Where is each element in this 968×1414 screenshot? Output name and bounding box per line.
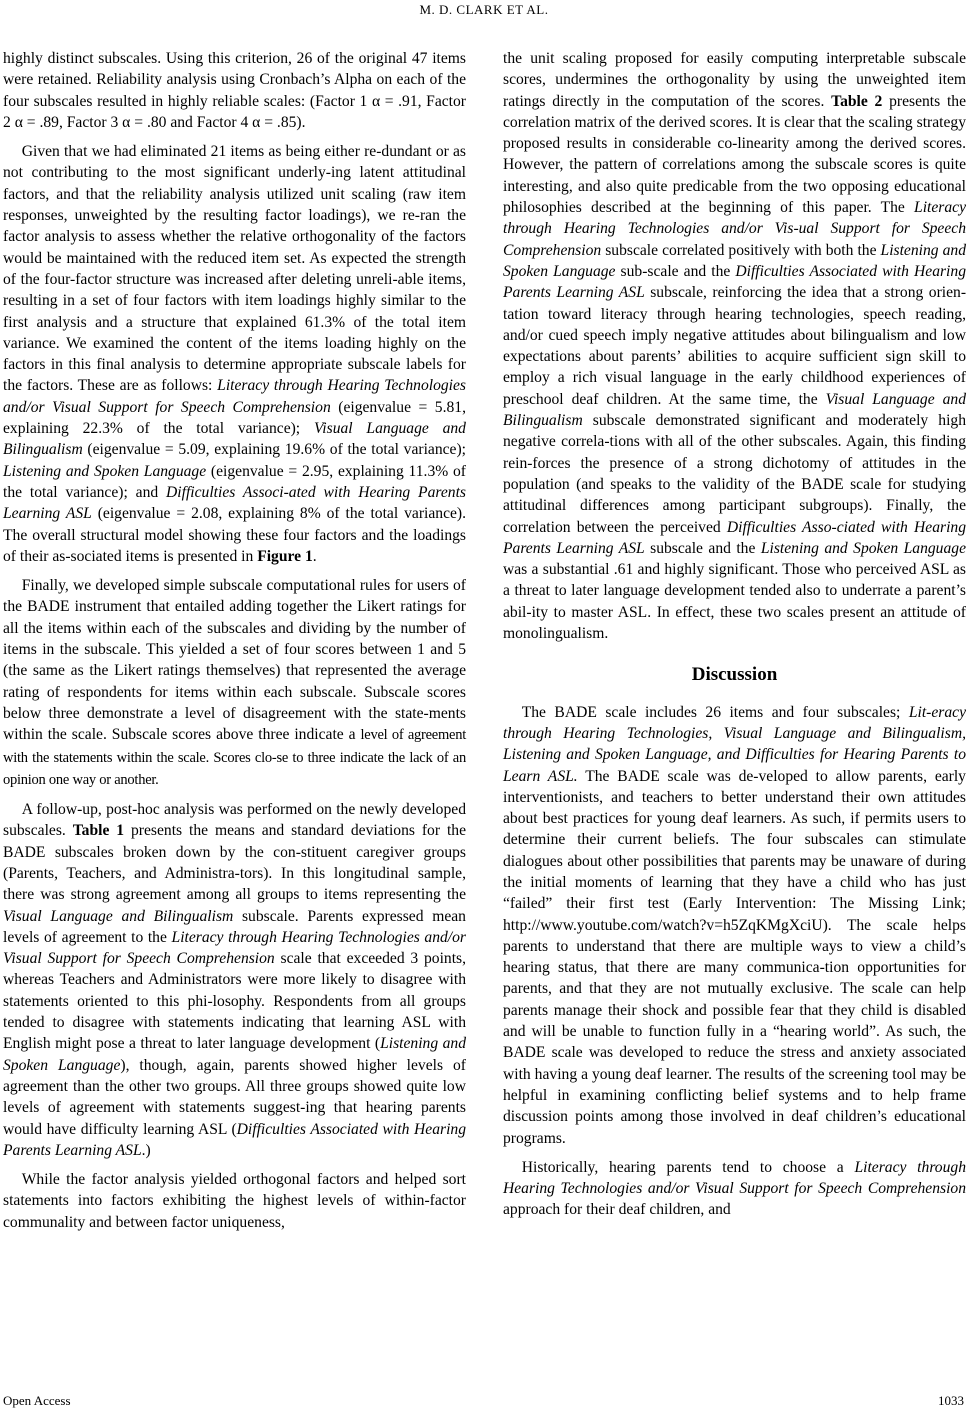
text-run: subscale demonstrated significant and moderately high negative correla-tions with all of the other subscales. Again, this finding rein-forces the presence of a strong dichotomy of attitudes in the population (and speaks to the validity of the BADE scale for studying attitudinal differences among participant subgroups). Finally, the correlation between the perceived	[503, 412, 966, 536]
subscale-name: Visual Language and Bilingualism	[3, 420, 466, 459]
text-run: sub-scale and the	[615, 262, 736, 280]
subscale-name: Listening and Spoken Language	[503, 241, 966, 280]
subscale-name: Literacy through Hearing Technologies and/or Visual Support for Speech Comprehension	[3, 377, 466, 416]
subscale-name: Difficulties Associated with Hearing Parents Learning ASL	[503, 262, 966, 302]
text-run: (eigenvalue = 2.95, explaining 11.3% of the total variance); and	[3, 462, 466, 501]
text-run: (eigenvalue = 5.09, explaining 19.6% of the total variance);	[82, 441, 466, 459]
paragraph-historically	[503, 1157, 966, 1221]
text-run: approach for their deaf children, and	[503, 1201, 731, 1219]
text-run: A follow-up, post-hoc analysis was performed on the newly developed subscales.	[3, 801, 466, 840]
text-run: .)	[141, 1141, 151, 1159]
running-head: M. D. CLARK ET AL.	[419, 2, 549, 17]
subscale-name: Listening and Spoken Language	[3, 1035, 466, 1074]
footer-open-access: Open Access	[3, 1393, 71, 1408]
text-run: highly distinct subscales. Using this criterion, 26 of the original 47 items were retained. Reliability analysis using Cronbach’s Alpha on each of the four subscales resulted in highly reliable scales: (Factor 1 α = .91, Factor 2 α = .89, Factor 3 α = .80 and Factor 4 α = .85).	[3, 50, 466, 131]
subscale-name: Listening and Spoken Language	[760, 539, 966, 557]
figure-ref: Figure 1	[257, 547, 313, 565]
paragraph-discussion	[503, 702, 966, 1149]
subscale-name: Visual Language and Bilingualism	[503, 390, 966, 430]
subscale-name: Listening and Spoken Language	[3, 462, 207, 480]
section-heading: Discussion	[691, 664, 778, 686]
subscale-name: Literacy through Hearing Technologies and/or Visual Support for Speech Comprehension	[3, 928, 467, 968]
text-run: scale that exceeded 3 points, whereas Teachers and Administrators were more likely to disagree with statements oriented to this phi-losophy. Respondents from all groups tended to disagree with statements indicating that learning ASL with English might pose a threat to later language development (	[3, 950, 467, 1053]
text-run: subscale and the	[644, 539, 761, 557]
paragraph-orthogonality	[3, 1169, 466, 1233]
paragraph-computation-rules	[3, 575, 466, 791]
paragraph-factor-analysis	[3, 141, 466, 567]
text-run: While the factor analysis yielded orthogonal factors and helped sort statements into factors exhibiting the highest levels of within-factor communality and between factor uniqueness,	[3, 1171, 466, 1231]
text-run: level of agreement with the statements within the scale. Scores clo-se to three indicate the lack of an opinion one way or another.	[3, 727, 466, 788]
text-run: was a substantial .61 and highly significant. Those who perceived ASL as a threat to later language development tended also to underrate a parent’s abil-ity to master ASL. In effect, these two scales present an attitude of monolingualism.	[503, 561, 966, 643]
table-ref: Table 2	[831, 92, 883, 110]
text-run: subscale, reinforcing the idea that a strong orien-tation toward literacy through hearing technologies, speech reading, and/or cued speech imply negative attitudes about bilingualism and low expectations about parents’ abilities to acquire sufficient sign skill to employ a rich visual language in the early childhood experiences of preschool deaf children. At the same time, the	[503, 284, 967, 408]
subscale-list: Lit-eracy through Hearing Technologies, Visual Language and Bilingualism, Listening and Spoken Language, and Difficulties for Hearing Parents to Learn ASL.	[503, 703, 966, 785]
text-run: subscale correlated positively with both the	[601, 241, 881, 259]
subscale-name: Literacy through Hearing Technologies and/or Visual Support for Speech Comprehension	[503, 1158, 966, 1198]
subscale-name: Visual Language and Bilingualism	[3, 907, 234, 925]
text-run: Finally, we developed simple subscale computational rules for users of the BADE instrument that entailed adding together the Likert ratings for all the items within each of the subscales and dividing by the number of items in the subscale. This yielded a set of four scores between 1 and 5 (the same as the Likert ratings themselves) that represented the average rating of respondents for items within each subscale. Subscale scores below three demonstrate a level of disagreement with the state-ments within the scale. Subscale scores above three indicate a	[3, 577, 466, 744]
page-number: 1033	[938, 1393, 964, 1408]
text-run: (eigenvalue = 5.81, explaining 22.3% of the total variance);	[3, 398, 466, 438]
subscale-name: Difficulties Asso-ciated with Hearing Parents Learning ASL	[503, 518, 966, 557]
text-run: .	[312, 547, 317, 565]
right-column	[503, 48, 966, 1229]
text-run: the unit scaling proposed for easily computing interpretable subscale scores, undermines the orthogonality by using the unweighted item ratings directly in the computation of the scores.	[503, 50, 966, 110]
subscale-name: Literacy through Hearing Technologies and/or Vis-ual Support for Speech Comprehension	[503, 199, 966, 259]
text-run: ), though, again, parents showed higher levels of agreement than the other two groups. All three groups showed quite low levels of agreement with statements suggest-ing that hearing parents would have difficulty learning ASL (	[3, 1056, 466, 1138]
text-run: presents the means and standard deviations for the BADE subscales broken down by the con-stituent caregiver groups (Parents, Teachers, and Administra-tors). In this longitudinal sample, there was strong agreement among all groups to items representing the	[3, 822, 466, 904]
table-ref: Table 1	[72, 822, 125, 840]
paragraph-reliability	[3, 48, 466, 133]
subscale-name: Difficulties Associ-ated with Hearing Parents Learning ASL	[3, 483, 466, 523]
text-run: Historically, hearing parents tend to choose a	[521, 1158, 855, 1176]
text-run: The BADE scale was de-veloped to allow parents, early interventionists, and teachers to better understand their own attitudes about best practices for young deaf learners. As such, if permits users to determine their current beliefs. The four subscales can stimulate dialogues about other possibilities that parents may be unaware of during the initial moments of learning that they have a child who has just “failed” their first test (Early Intervention: The Missing Link; http://www.youtube.com/watch?v=h5ZqKMgXciU). The scale helps parents to understand that there are multiple ways to view a child’s hearing status, that there are many communica-tion opportunities for parents, and that they are not mutually exclusive. The scale can help parents manage their shock and possible fear that they child is disabled and will be unable to function fully in a “hearing world”. As such, the BADE scale was developed to reduce the stress and anxiety associated with having a young deaf learner. The results of the screening tool may be helpful in examining conflicting belief systems and to help frame discussion points among those involved in deaf children’s educational programs.	[503, 767, 966, 1147]
text-run: The BADE scale includes 26 items and four subscales;	[521, 703, 909, 721]
left-column	[3, 48, 466, 1241]
text-run: subscale. Parents expressed mean levels of agreement to the	[3, 907, 466, 946]
paragraph-post-hoc	[3, 799, 466, 1161]
paragraph-correlations	[503, 48, 966, 644]
text-run: (eigenvalue = 2.08, explaining 8% of the total variance). The overall structural model showing these four factors and the loadings of their as-sociated items is presented in	[3, 505, 466, 565]
subscale-name: Difficulties Associated with Hearing Parents Learning ASL	[3, 1120, 466, 1159]
text-run: presents the correlation matrix of the derived scores. It is clear that the scaling strategy proposed results in considerable co-linearity among the derived scores. However, the pattern of correlations among the subscale scores is quite interesting, and also quite predicable from the two opposing educational philosophies described at the beginning of this paper. The	[503, 92, 967, 217]
text-run: Given that we had eliminated 21 items as being either re-dundant or as not contributing to the most significant underly-ing latent attitudinal factors, and that the reliability analysis utilized unit scaling (raw item responses, unweighted by the resulting factor loadings), we re-ran the factor analysis to assess whether the relative orthogonality of the factors would be maintained with the reduced item set. As expected the strength of the four-factor structure was increased after deleting unreli-able items, resulting in a set of four factors with item loadings highly similar to the first analysis and a structure that explained 61.3% of the total item variance. We examined the content of the items loading highly on the factors in this final analysis to determine appropriate subscale labels for the factors. These are as follows:	[3, 143, 466, 395]
